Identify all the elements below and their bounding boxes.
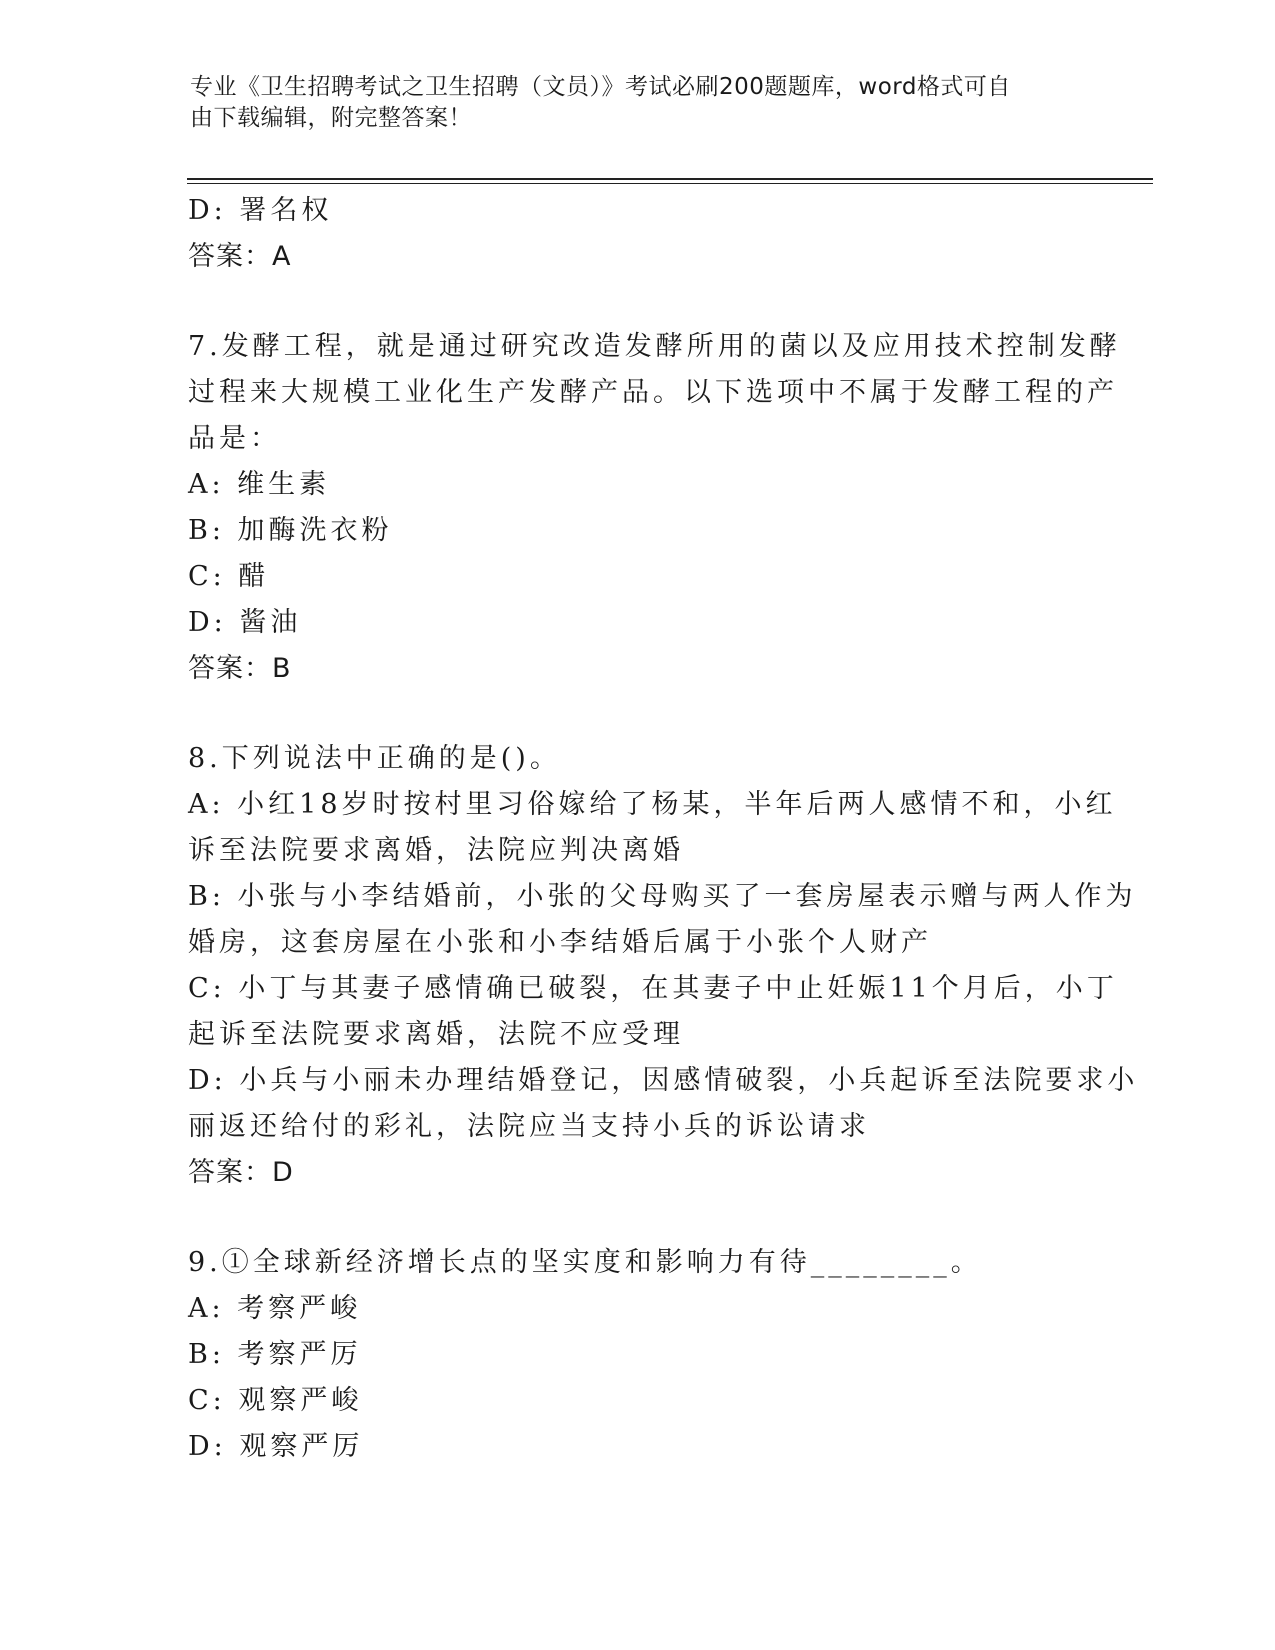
option-a: A: 考察严峻 <box>188 1293 362 1324</box>
option-b: B: 考察严厉 <box>188 1339 362 1370</box>
question-text-line: 品是： <box>188 423 281 454</box>
option-c-line-1: C: 小丁与其妻子感情确已破裂，在其妻子中止妊娠11个月后，小丁 <box>188 973 1118 1004</box>
header-divider-thin <box>187 183 1153 184</box>
option-d: D: 观察严厉 <box>188 1431 364 1462</box>
option-d: D: 署名权 <box>188 195 333 226</box>
question-block-9 <box>188 1240 1078 1470</box>
question-text-line: 过程来大规模工业化生产发酵产品。以下选项中不属于发酵工程的产 <box>188 377 1118 408</box>
option-c: C: 观察严峻 <box>188 1385 363 1416</box>
option-a-line-2: 诉至法院要求离婚，法院应判决离婚 <box>188 835 684 866</box>
answer-line: 答案：B <box>188 653 292 684</box>
spacer <box>188 280 1078 324</box>
option-b-line-2: 婚房，这套房屋在小张和小李结婚后属于小张个人财产 <box>188 927 932 958</box>
page-header <box>190 72 1070 134</box>
option-d-line-2: 丽返还给付的彩礼，法院应当支持小兵的诉讼请求 <box>188 1111 870 1142</box>
header-line-2: 由下载编辑，附完整答案！ <box>190 105 472 131</box>
question-block-8 <box>188 736 1139 1196</box>
question-content <box>188 188 1139 1470</box>
option-c: C: 醋 <box>188 561 270 592</box>
question-text-line: 8.下列说法中正确的是()。 <box>188 743 561 774</box>
question-block-7 <box>188 324 1121 692</box>
question-text-line: 7.发酵工程，就是通过研究改造发酵所用的菌以及应用技术控制发酵 <box>188 331 1121 362</box>
option-b: B: 加酶洗衣粉 <box>188 515 393 546</box>
header-line-1: 专业《卫生招聘考试之卫生招聘（文员）》考试必刷200题题库，word格式可自 <box>190 74 1011 100</box>
answer-line: 答案：A <box>188 241 292 272</box>
option-a-line-1: A: 小红18岁时按村里习俗嫁给了杨某，半年后两人感情不和，小红 <box>188 789 1117 820</box>
spacer <box>188 1196 1078 1240</box>
spacer <box>188 692 1078 736</box>
option-c-line-2: 起诉至法院要求离婚，法院不应受理 <box>188 1019 684 1050</box>
option-a: A: 维生素 <box>188 469 331 500</box>
option-b-line-1: B: 小张与小李结婚前，小张的父母购买了一套房屋表示赠与两人作为 <box>188 881 1137 912</box>
option-d-line-1: D: 小兵与小丽未办理结婚登记，因感情破裂，小兵起诉至法院要求小 <box>188 1065 1139 1096</box>
header-divider-thick <box>187 178 1153 180</box>
question-text-line: 9.①全球新经济增长点的坚实度和影响力有待________。 <box>188 1247 982 1278</box>
option-d: D: 酱油 <box>188 607 302 638</box>
answer-line: 答案：D <box>188 1157 294 1188</box>
